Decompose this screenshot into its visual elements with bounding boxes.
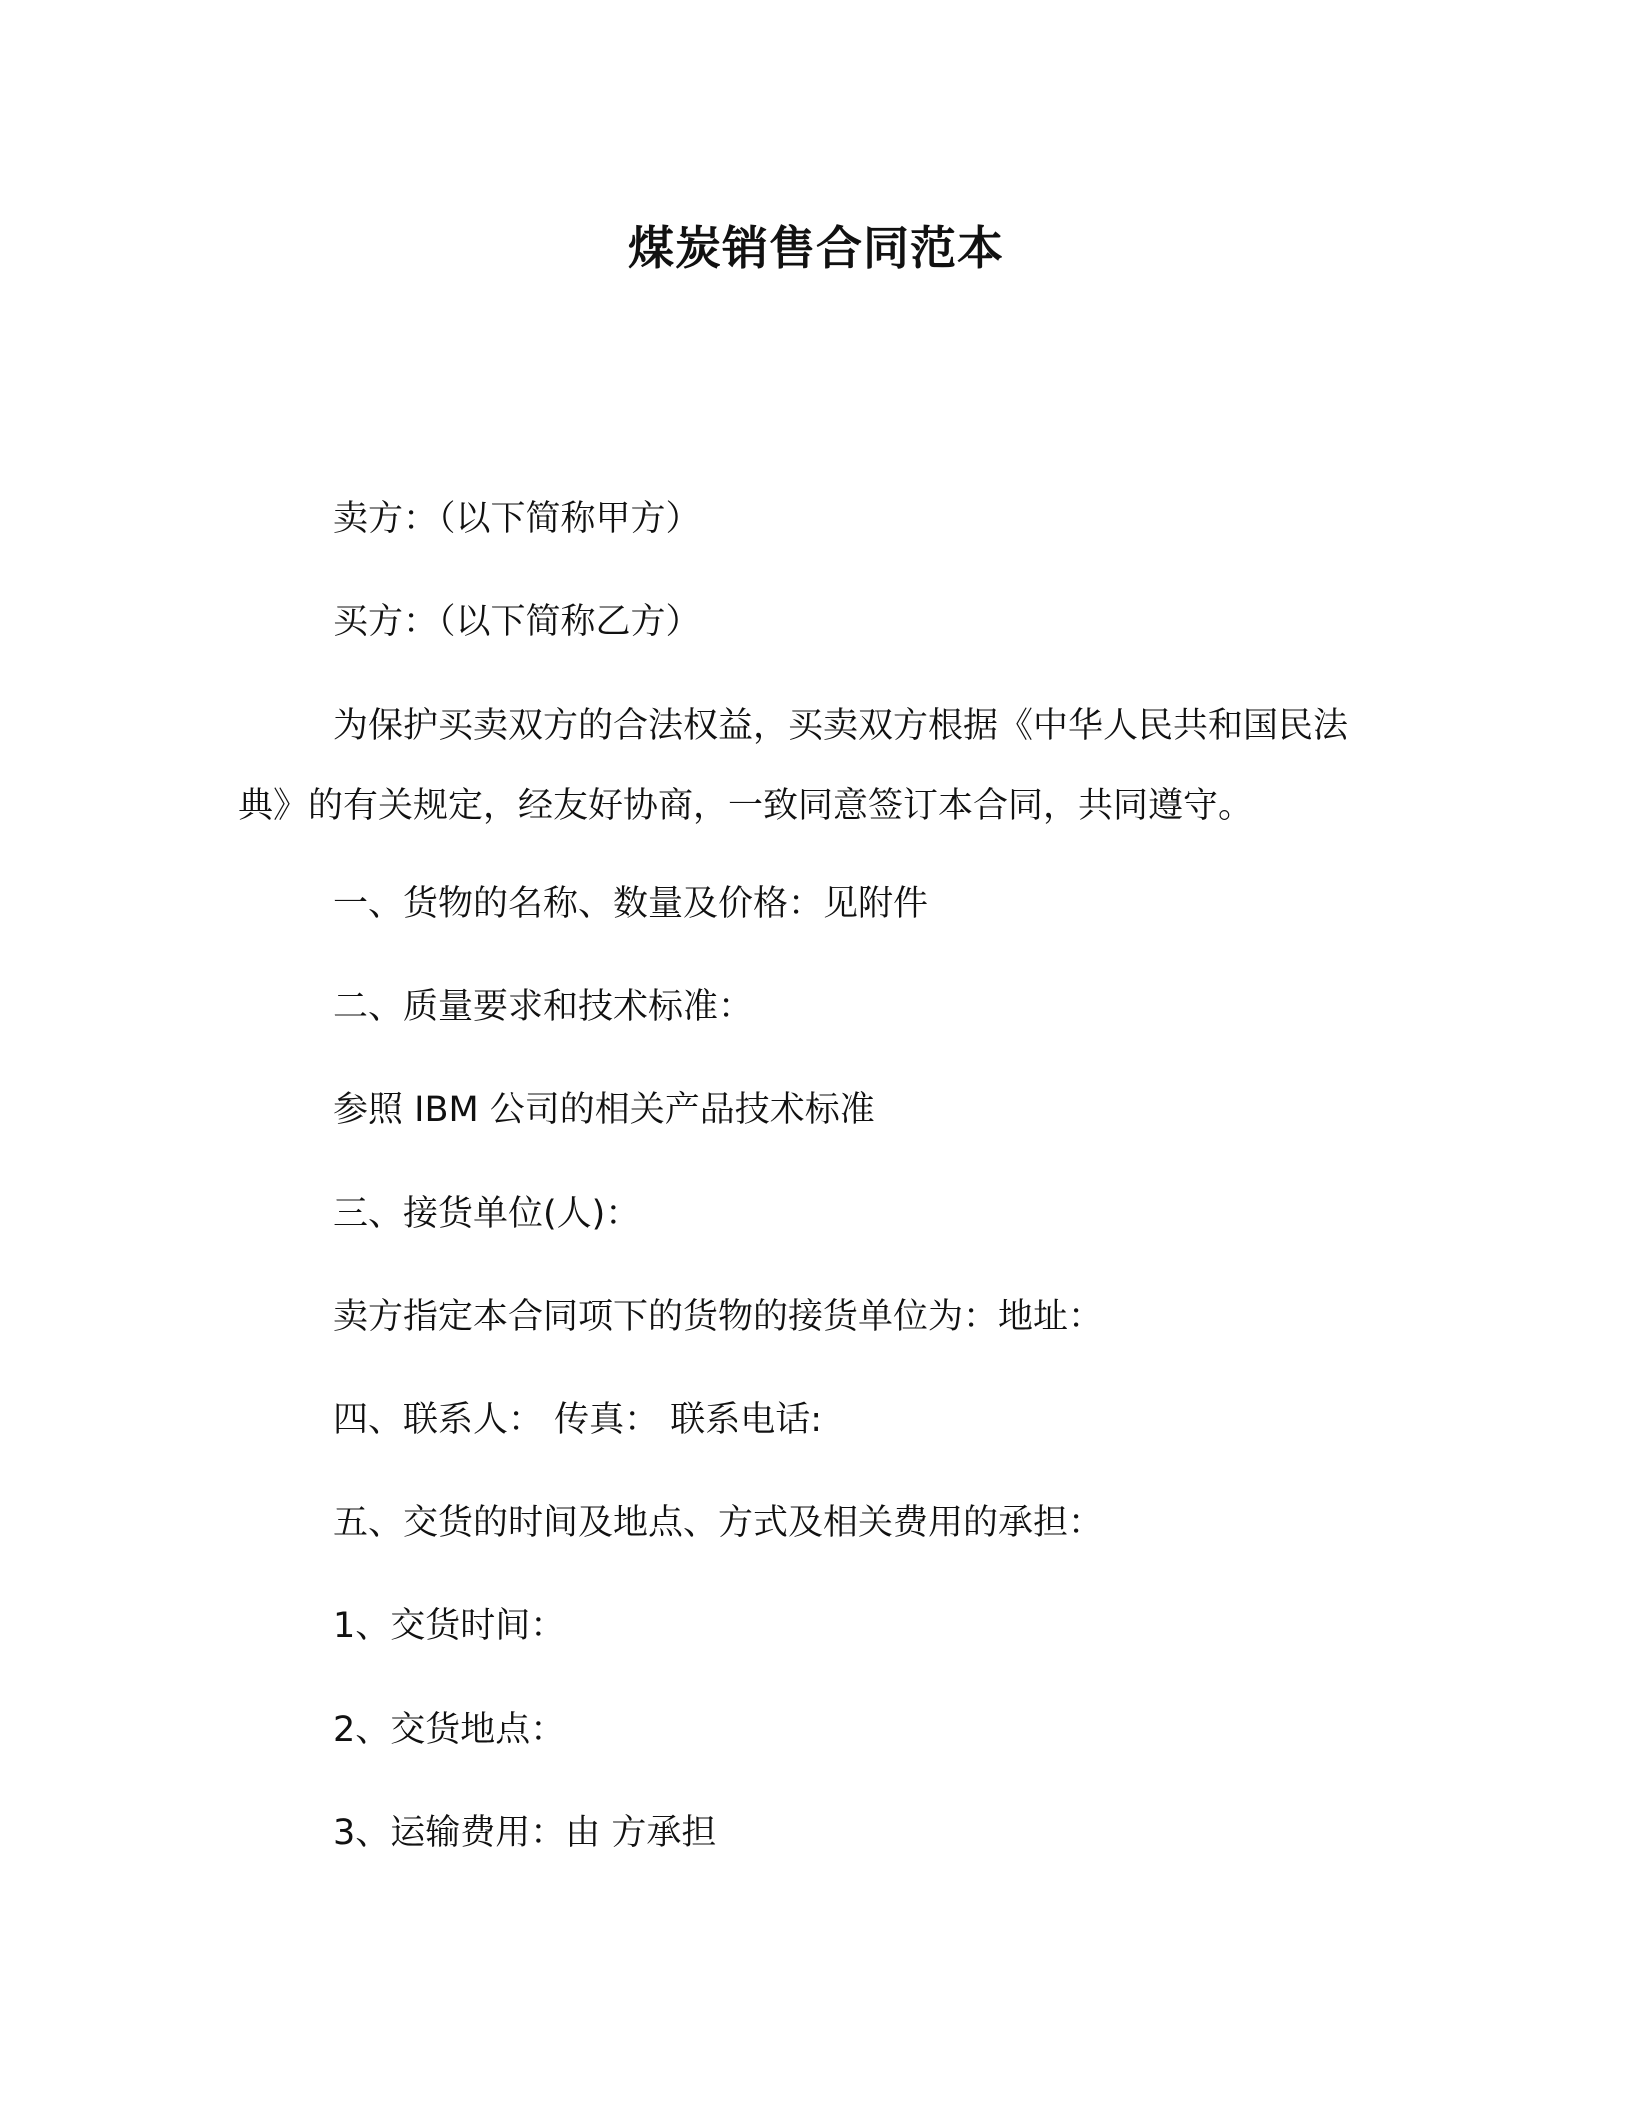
delivery-time: 1、交货时间：	[333, 1606, 566, 1646]
delivery-place: 2、交货地点：	[333, 1710, 566, 1750]
section-quality: 二、质量要求和技术标准：	[333, 987, 754, 1027]
seller-line: 卖方：（以下简称甲方）	[333, 499, 701, 539]
intro-paragraph: 为保护买卖双方的合法权益，买卖双方根据《中华人民共和国民法典》的有关规定，经友好协商，一致同意签订本合同，共同遵守。	[238, 706, 1349, 826]
section-goods: 一、货物的名称、数量及价格：见附件	[333, 884, 929, 924]
section-delivery: 五、交货的时间及地点、方式及相关费用的承担：	[333, 1503, 1104, 1543]
section-receiver-detail: 卖方指定本合同项下的货物的接货单位为：地址：	[333, 1297, 1104, 1337]
transport-cost: 3、运输费用：由 方承担	[333, 1813, 717, 1853]
document-title: 煤炭销售合同范本	[628, 221, 1004, 275]
section-contact: 四、联系人： 传真： 联系电话:	[333, 1400, 823, 1440]
section-receiver: 三、接货单位(人)：	[333, 1194, 641, 1234]
section-quality-detail: 参照 IBM 公司的相关产品技术标准	[333, 1090, 875, 1130]
buyer-line: 买方：（以下简称乙方）	[333, 602, 701, 642]
